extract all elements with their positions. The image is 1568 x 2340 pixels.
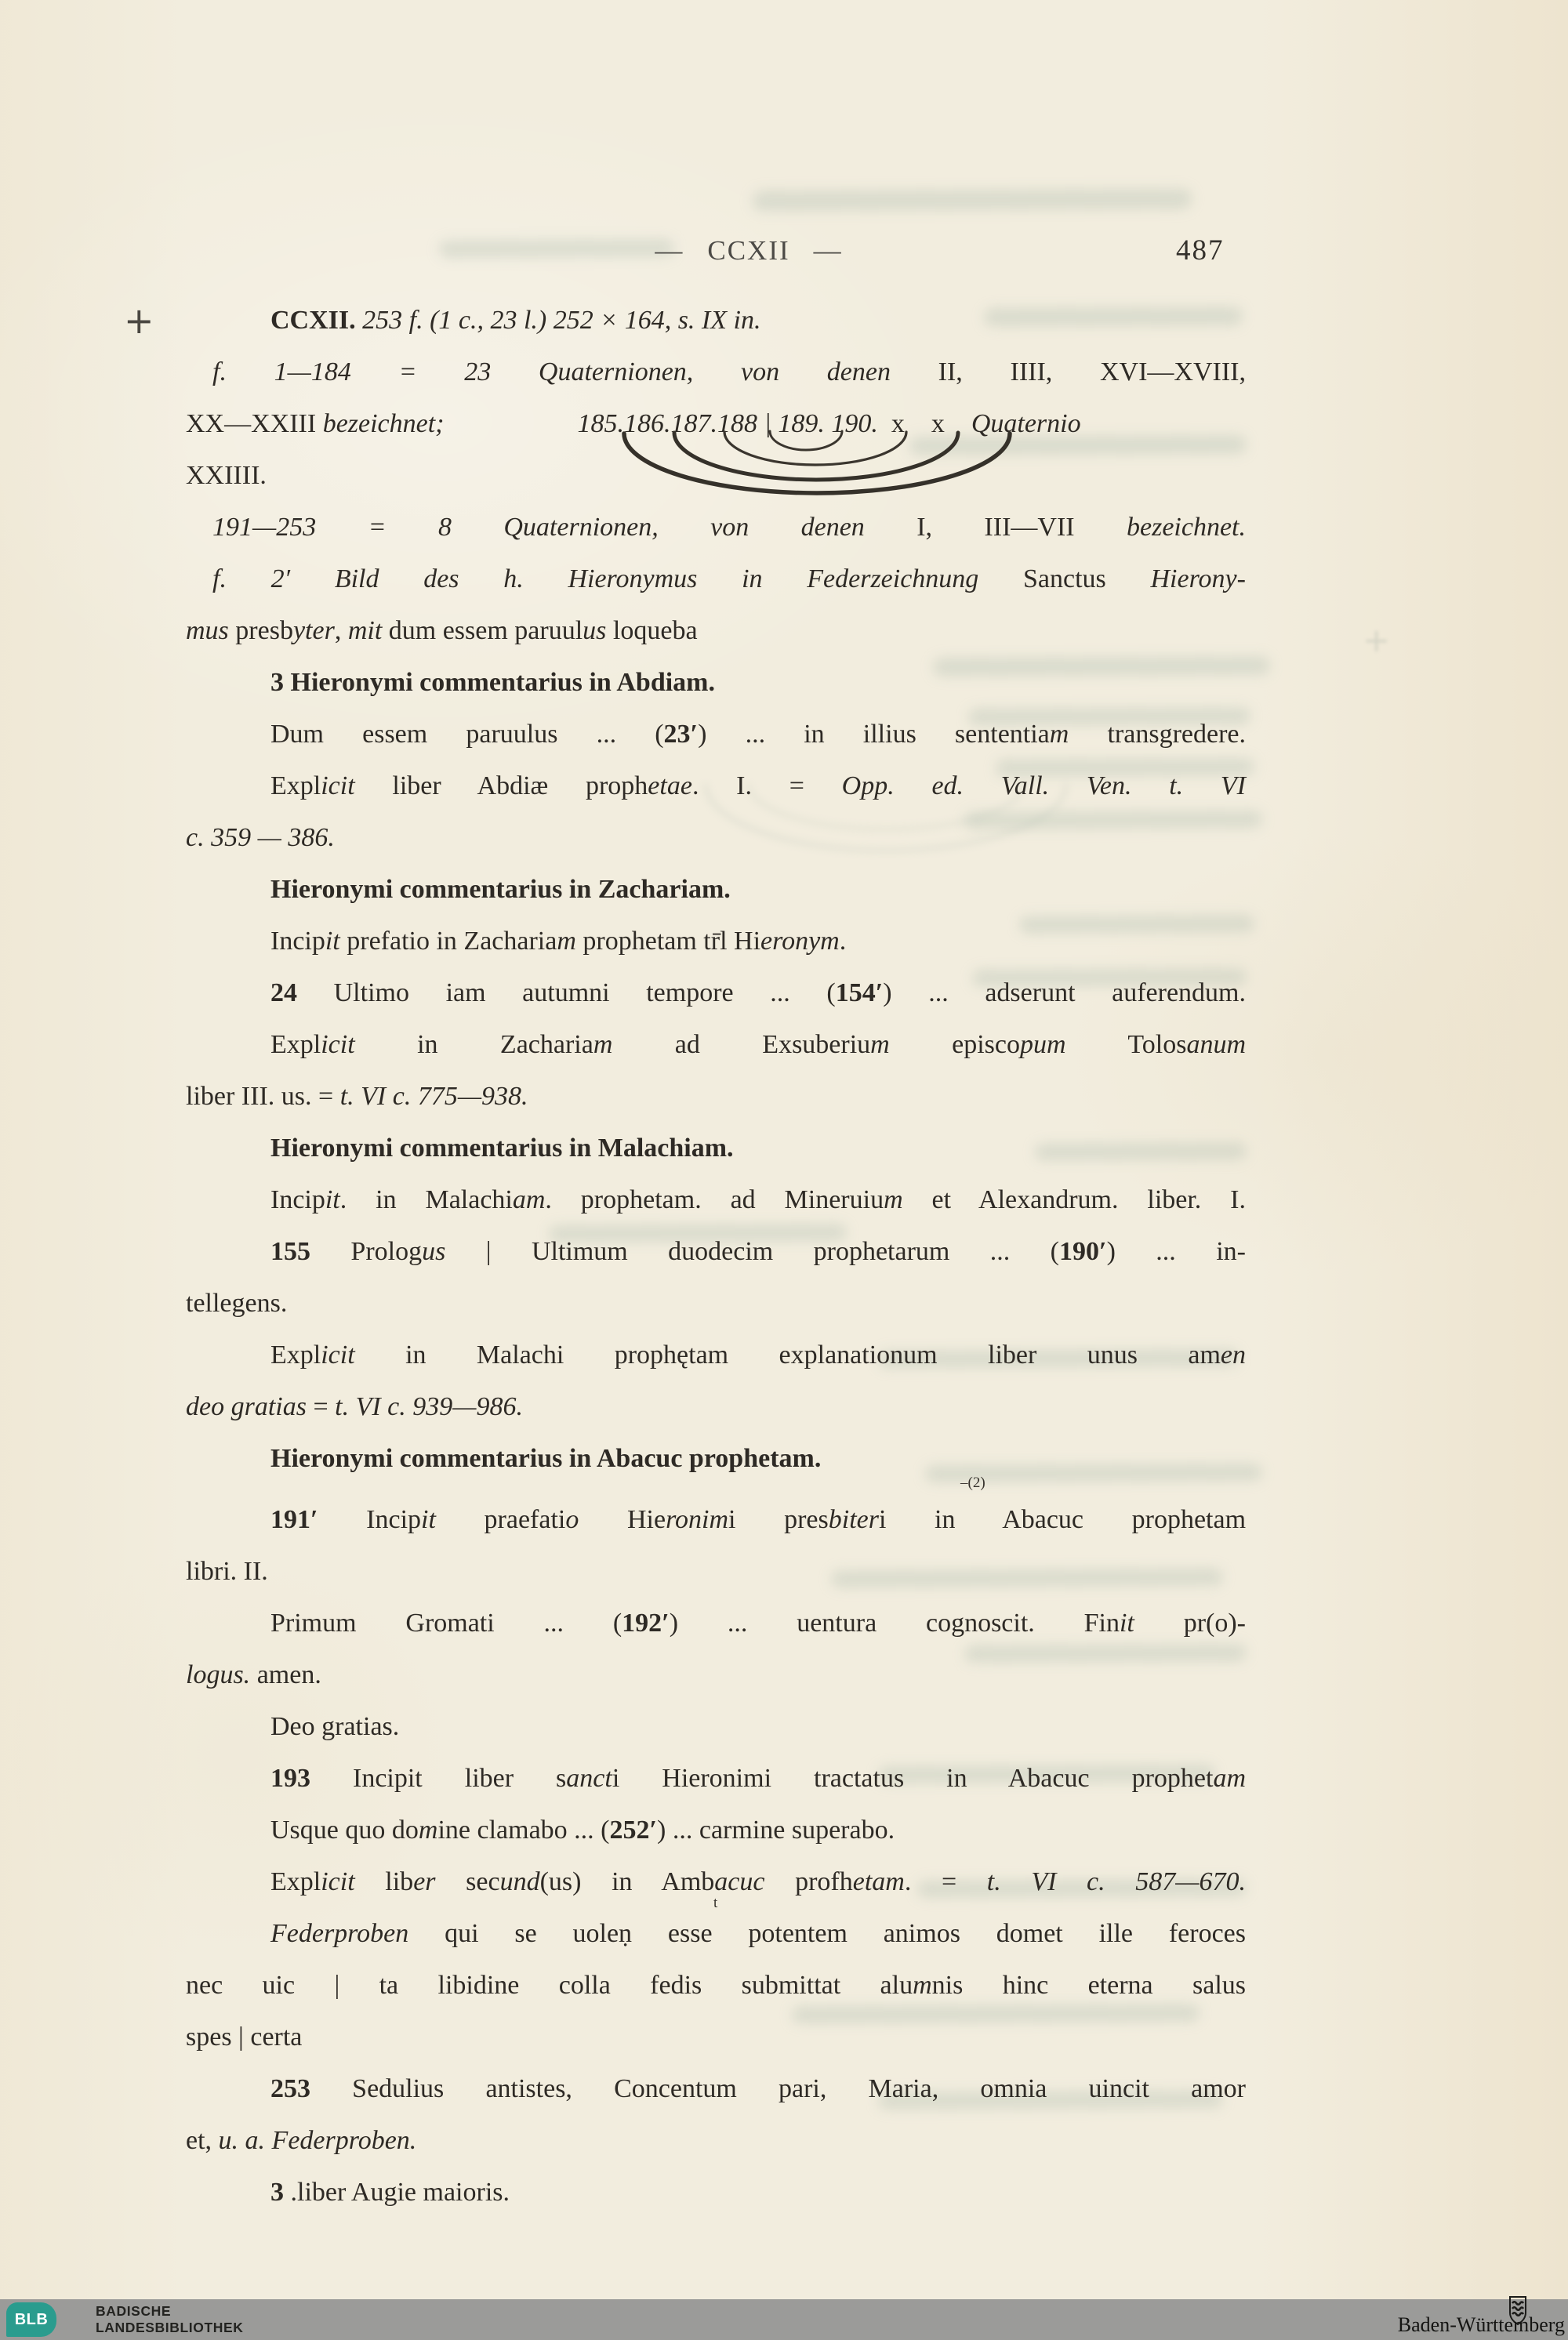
text-segment: lib xyxy=(354,1867,414,1896)
text-segment: amen. xyxy=(250,1660,321,1689)
text-segment: 253 f. (1 c., 23 l.) 252 × 164, s. IX in. xyxy=(355,306,761,335)
text-segment: mit xyxy=(347,616,389,645)
text-segment: ad Exsuberiu xyxy=(612,1030,871,1059)
text-segment: I, III—VII xyxy=(916,513,1127,542)
text-segment: liber III. us. = xyxy=(186,1082,340,1111)
text-segment: loqueba xyxy=(606,616,698,645)
collation-arcs-diagram xyxy=(604,427,1027,502)
bleedthrough-smudge xyxy=(753,189,1192,212)
text-line xyxy=(186,1960,1246,2012)
text-line xyxy=(186,1701,1246,1753)
text-segment: .liber Augie maioris. xyxy=(284,2178,510,2207)
text-line xyxy=(186,2012,1246,2063)
text-segment: Hieronymi commentarius in Zachariam. xyxy=(270,875,731,904)
text-segment: m xyxy=(884,1185,903,1214)
text-line xyxy=(186,1226,1246,1278)
text-segment: etae xyxy=(648,771,692,800)
header-dash-left: — xyxy=(655,235,684,266)
text-segment: . xyxy=(839,927,847,956)
text-segment: icit xyxy=(321,771,355,800)
text-segment: ronim xyxy=(666,1505,729,1534)
text-segment: deo gratias xyxy=(186,1392,307,1421)
text-segment: XX—XXIII xyxy=(186,409,323,438)
text-segment: us xyxy=(583,616,607,645)
text-segment: libri. II. xyxy=(186,1557,268,1586)
text-line xyxy=(186,812,1246,864)
text-segment: presb xyxy=(235,616,293,645)
library-name-line2: LANDESBIBLIOTHEK xyxy=(96,2320,244,2335)
text-segment: it xyxy=(325,1185,340,1214)
text-line xyxy=(186,916,1246,967)
text-segment: liber Abdiæ proph xyxy=(354,771,648,800)
text-segment: . in Malachi xyxy=(339,1185,513,1214)
text-segment: 193 xyxy=(270,1764,310,1793)
bw-region-label: Baden-Württemberg xyxy=(1397,2313,1565,2336)
text-segment: Expl xyxy=(270,771,321,800)
text-segment: 253 xyxy=(270,2074,310,2103)
text-segment: nec uic | ta libidine colla fedis submittat alu xyxy=(186,1971,913,2000)
text-segment: . prophetam. ad Mineruiu xyxy=(545,1185,884,1214)
text-segment: CCXII. xyxy=(270,306,356,335)
text-line xyxy=(186,1895,1246,1960)
text-segment: dum essem paruul xyxy=(388,616,583,645)
text-segment: 191′ xyxy=(270,1505,318,1534)
text-segment: tellegens. xyxy=(186,1289,288,1318)
text-segment: ) ... in illius sententia xyxy=(698,720,1050,749)
text-segment: t. VI c. 587—670. xyxy=(986,1867,1246,1896)
text-segment: ) ... carmine superabo. xyxy=(657,1816,895,1845)
text-segment: m xyxy=(557,927,576,956)
text-segment: am xyxy=(512,1185,546,1214)
text-line xyxy=(186,1649,1246,1701)
text-segment: Incip xyxy=(270,927,325,956)
text-segment: acuc xyxy=(714,1867,765,1896)
text-segment: Quaternio xyxy=(971,409,1081,438)
text-segment: er xyxy=(413,1867,436,1896)
text-segment: 155 xyxy=(270,1237,310,1266)
text-line xyxy=(186,2167,1246,2218)
text-segment: 23′ xyxy=(663,720,699,749)
text-segment: Federproben xyxy=(270,1919,409,1948)
text-segment: Incip xyxy=(318,1505,422,1534)
text-segment: 154′ xyxy=(835,978,884,1007)
text-segment: prefatio in Zacharia xyxy=(339,927,557,956)
text-segment: icit xyxy=(321,1341,355,1370)
text-segment: i pres xyxy=(728,1505,829,1534)
text-segment: sec xyxy=(435,1867,500,1896)
text-segment: m xyxy=(870,1030,890,1059)
text-segment: bezeichnet; 185.186.187.188 | 189. 190. xyxy=(322,409,878,438)
text-segment: . = xyxy=(904,1867,987,1896)
text-segment: = xyxy=(306,1392,336,1421)
text-segment: profh xyxy=(764,1867,853,1896)
text-segment: pum xyxy=(1020,1030,1066,1059)
text-segment: 3 xyxy=(270,2178,284,2207)
text-segment: Usque quo do xyxy=(270,1816,419,1845)
text-segment: , xyxy=(334,616,348,645)
blb-logo-text: BLB xyxy=(14,2310,49,2328)
text-line xyxy=(186,1123,1246,1174)
text-segment: x x xyxy=(877,409,971,438)
text-segment: ) ... uentura cognoscit. Fin xyxy=(669,1609,1120,1638)
text-segment: und xyxy=(499,1867,540,1896)
text-line xyxy=(186,967,1246,1019)
text-segment: u. a. Federproben. xyxy=(218,2126,417,2155)
text-segment: Ultimo iam autumni tempore ... ( xyxy=(297,978,836,1007)
text-segment: nis hinc eterna salus xyxy=(931,1971,1246,2000)
text-segment: 190′ xyxy=(1059,1237,1107,1266)
text-segment: Sanctus xyxy=(1023,564,1151,593)
text-line xyxy=(186,1330,1246,1381)
text-segment: am xyxy=(1213,1764,1246,1793)
text-segment: 24 xyxy=(270,978,297,1007)
text-line xyxy=(186,1433,1246,1485)
text-segment: it xyxy=(421,1505,436,1534)
body-text xyxy=(186,295,1246,2218)
text-segment: it xyxy=(325,927,340,956)
text-segment: . I. = xyxy=(691,771,842,800)
bleedthrough-plus-mark: + xyxy=(1363,621,1391,659)
text-segment: pr(o)- xyxy=(1134,1609,1246,1638)
text-segment: Primum Gromati ... ( xyxy=(270,1609,622,1638)
text-segment: anum xyxy=(1186,1030,1247,1059)
text-segment: in Zacharia xyxy=(354,1030,593,1059)
text-segment: XXIIII. xyxy=(186,461,267,490)
text-segment: icit xyxy=(321,1867,355,1896)
text-segment: i in Abacuc prophetam xyxy=(878,1505,1247,1534)
text-segment: it xyxy=(1119,1609,1134,1638)
text-segment: bezeichnet. xyxy=(1127,513,1246,542)
text-segment: 192′ xyxy=(622,1609,670,1638)
text-line xyxy=(186,1278,1246,1330)
text-line xyxy=(186,1475,1247,1546)
text-segment: praefati xyxy=(435,1505,566,1534)
text-segment: 3 Hieronymi commentarius in Abdiam. xyxy=(270,668,715,697)
text-line xyxy=(186,1546,1246,1598)
text-segment: ) ... in- xyxy=(1106,1237,1246,1266)
text-segment: c. 359 — 386. xyxy=(186,823,335,852)
text-segment: t. VI c. 939—986. xyxy=(335,1392,523,1421)
text-segment: Sedulius antistes, Concentum pari, Maria, omnia uincit amor xyxy=(310,2074,1246,2103)
text-segment: prophetam tr̄l Hi xyxy=(575,927,761,956)
text-segment: mus xyxy=(186,616,236,645)
text-segment: Hie xyxy=(579,1505,666,1534)
text-line xyxy=(186,346,1246,398)
text-segment: f. 1—184 = 23 Quaternionen, von denen xyxy=(212,357,938,386)
text-segment: spes | certa xyxy=(186,2023,303,2052)
text-line xyxy=(186,2063,1246,2115)
text-segment: o xyxy=(565,1505,579,1534)
text-segment: in Malachi prophętam explanationum liber unus am xyxy=(354,1341,1221,1370)
page-number: 487 xyxy=(1176,234,1225,267)
text-segment: ine clamabo ... ( xyxy=(437,1816,610,1845)
interlinear-note: –(2) xyxy=(960,1475,985,1491)
text-segment: icit xyxy=(321,1030,355,1059)
text-segment: m xyxy=(593,1030,613,1059)
text-segment: Expl xyxy=(270,1341,321,1370)
text-segment: Expl xyxy=(270,1867,321,1896)
text-line xyxy=(186,1753,1246,1805)
text-segment: Expl xyxy=(270,1030,321,1059)
text-segment: Incip xyxy=(270,1185,325,1214)
text-line xyxy=(186,502,1246,553)
text-segment: Incipit liber s xyxy=(310,1764,567,1793)
text-line xyxy=(186,2115,1246,2167)
text-segment: 252′ xyxy=(609,1816,658,1845)
text-line xyxy=(186,709,1246,760)
text-line xyxy=(186,1805,1246,1856)
blb-logo-badge xyxy=(6,2302,56,2337)
text-segment: etam xyxy=(852,1867,905,1896)
header-title: CCXII xyxy=(707,235,790,266)
text-segment: transgredere. xyxy=(1069,720,1246,749)
text-segment: Dum essem paruulus ... ( xyxy=(270,720,664,749)
text-line xyxy=(186,295,1246,346)
text-line xyxy=(186,553,1246,605)
text-segment: yter xyxy=(292,616,335,645)
text-line xyxy=(186,864,1246,916)
text-line xyxy=(186,1174,1246,1226)
text-segment: biter xyxy=(828,1505,879,1534)
text-segment: et Alexandrum. liber. I. xyxy=(902,1185,1246,1214)
text-segment: episco xyxy=(889,1030,1021,1059)
text-segment: en xyxy=(1220,1341,1246,1370)
text-segment: f. 2′ Bild des h. Hieronymus in Federzeichnung xyxy=(212,564,1024,593)
header-dash-right: — xyxy=(813,235,843,266)
text-segment: Hieronymi commentarius in Malachiam. xyxy=(270,1134,734,1163)
library-name xyxy=(96,2303,244,2336)
text-segment: eronym xyxy=(760,927,840,956)
text-line xyxy=(186,605,1246,657)
text-segment: Prolog xyxy=(310,1237,423,1266)
text-segment: t. VI c. 775—938. xyxy=(339,1082,528,1111)
text-segment: m xyxy=(1049,720,1069,749)
text-segment: Hierony- xyxy=(1150,564,1246,593)
text-segment: m xyxy=(913,1971,932,2000)
text-segment: Opp. ed. Vall. Ven. t. VI xyxy=(841,771,1247,800)
margin-plus-mark: + xyxy=(124,299,154,342)
running-header xyxy=(631,235,866,267)
text-segment: Hieronymi commentarius in Abacuc prophetam. xyxy=(270,1444,822,1473)
text-line xyxy=(186,657,1246,709)
text-line xyxy=(186,1598,1246,1649)
text-segment: ) ... adserunt auferendum. xyxy=(883,978,1246,1007)
text-segment: 191—253 = 8 Quaternionen, von denen xyxy=(212,513,917,542)
text-segment: (us) in Amb xyxy=(539,1867,715,1896)
text-segment: Deo gratias. xyxy=(270,1712,400,1741)
text-segment: qui se uoleṇ esse potentem animos domet ille feroces xyxy=(408,1919,1246,1948)
library-name-line1: BADISCHE xyxy=(96,2303,172,2319)
interlinear-note: t xyxy=(713,1895,718,1911)
text-segment: logus. xyxy=(186,1660,251,1689)
text-segment: et, xyxy=(186,2126,219,2155)
text-line xyxy=(186,1019,1246,1071)
text-segment: m xyxy=(418,1816,438,1845)
text-line xyxy=(186,1071,1246,1123)
footer-bar xyxy=(0,2299,1568,2340)
text-segment: i Hieronimi tractatus in Abacuc prophet xyxy=(612,1764,1214,1793)
text-segment: II, IIII, XVI—XVIII, xyxy=(938,357,1246,386)
text-segment: | Ultimum duodecim prophetarum ... ( xyxy=(445,1237,1060,1266)
text-segment: anct xyxy=(566,1764,612,1793)
text-segment: us xyxy=(422,1237,446,1266)
text-line xyxy=(186,1381,1246,1433)
text-segment: Tolos xyxy=(1065,1030,1187,1059)
text-line xyxy=(186,760,1246,812)
